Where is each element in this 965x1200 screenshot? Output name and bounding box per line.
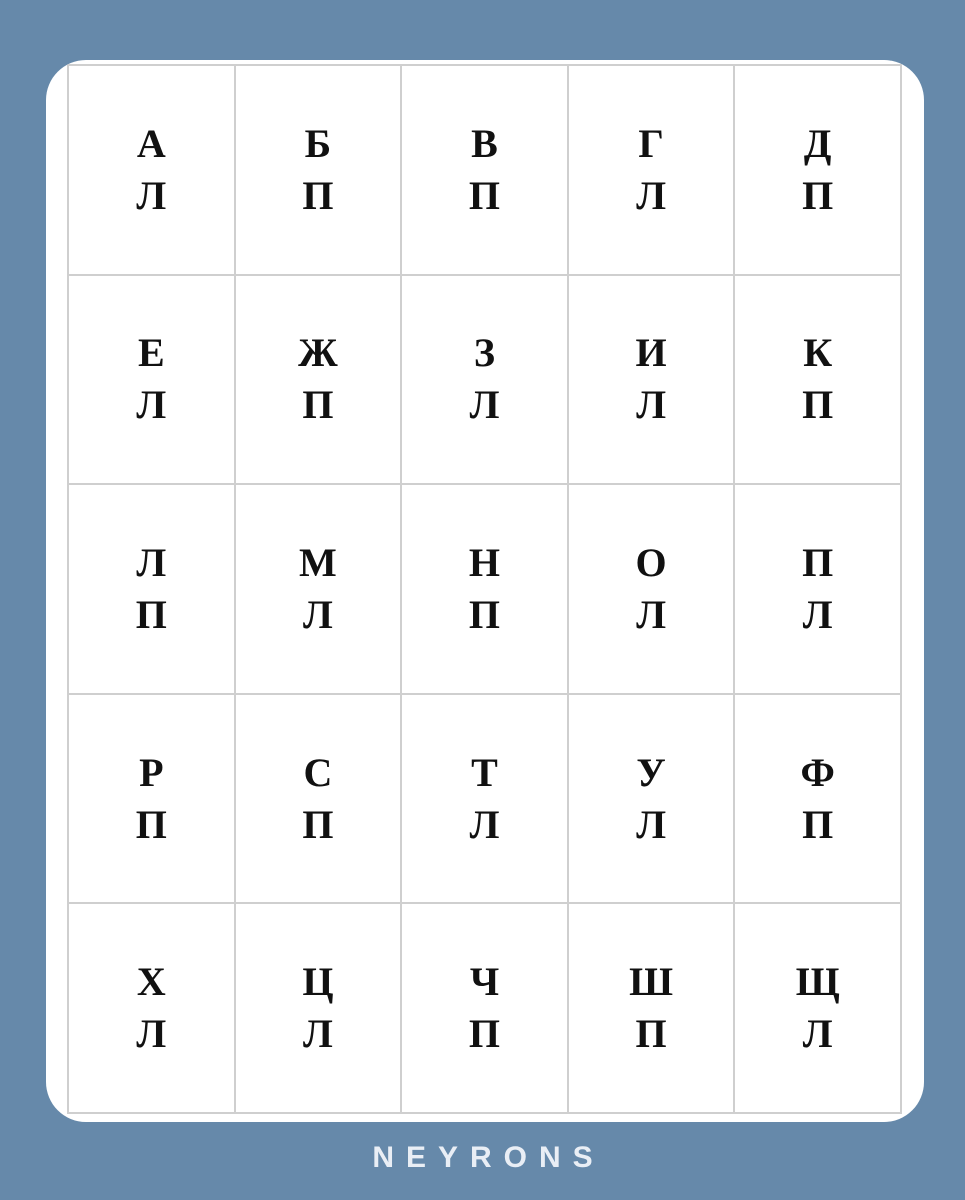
- cell-letter: Р: [139, 749, 164, 795]
- cell-side: П: [302, 382, 334, 428]
- cell-letter: Ж: [298, 330, 338, 376]
- cell-letter: Л: [136, 539, 167, 585]
- cell-letter: И: [635, 330, 667, 376]
- cell-letter: Б: [304, 120, 332, 166]
- grid-cell: [569, 485, 736, 695]
- grid-cell: [569, 66, 736, 276]
- grid-cell: [735, 904, 902, 1114]
- cell-letter: К: [803, 330, 833, 376]
- grid-cell: [236, 695, 403, 905]
- grid-cell: [69, 904, 236, 1114]
- grid-cell: [69, 485, 236, 695]
- cell-side: Л: [469, 382, 500, 428]
- cell-letter: Х: [136, 959, 166, 1005]
- grid-cell: [69, 66, 236, 276]
- cell-side: П: [302, 172, 334, 218]
- cell-letter: Ш: [629, 959, 674, 1005]
- cell-letter: З: [473, 330, 496, 376]
- grid-cell: [402, 695, 569, 905]
- cell-side: П: [135, 801, 167, 847]
- cell-side: Л: [136, 172, 167, 218]
- cell-letter: Т: [471, 749, 498, 795]
- cell-letter: Г: [638, 120, 664, 166]
- grid-cell: [69, 695, 236, 905]
- brand-wordmark: NEYRONS: [372, 1141, 605, 1174]
- grid-cell: [236, 485, 403, 695]
- grid-cell: [69, 276, 236, 486]
- cell-side: Л: [136, 1011, 167, 1057]
- cell-letter: У: [636, 749, 666, 795]
- cell-side: П: [802, 382, 834, 428]
- cell-letter: Е: [137, 330, 165, 376]
- cell-side: Л: [469, 801, 500, 847]
- grid-cell: [236, 276, 403, 486]
- cell-letter: Н: [468, 539, 501, 585]
- cell-letter: Ц: [302, 959, 334, 1005]
- cell-side: Л: [802, 591, 833, 637]
- cell-letter: Д: [803, 120, 832, 166]
- cell-letter: Ф: [800, 749, 835, 795]
- cell-letter: Щ: [795, 959, 840, 1005]
- cell-side: Л: [636, 591, 666, 637]
- cell-side: П: [468, 172, 501, 218]
- grid-cell: [402, 66, 569, 276]
- cell-letter: М: [299, 539, 337, 585]
- grid-cell: [735, 66, 902, 276]
- cell-side: Л: [636, 382, 666, 428]
- grid-cell: [402, 276, 569, 486]
- grid-cell: [569, 276, 736, 486]
- grid-cell: [735, 276, 902, 486]
- cell-letter: Ч: [469, 959, 500, 1005]
- cell-letter: П: [802, 539, 834, 585]
- cell-side: П: [802, 801, 834, 847]
- grid-cell: [569, 904, 736, 1114]
- cell-letter: О: [635, 539, 667, 585]
- cell-letter: В: [471, 120, 498, 166]
- grid-cell: [735, 695, 902, 905]
- cell-letter: С: [303, 749, 333, 795]
- grid-cell: [735, 485, 902, 695]
- cell-side: П: [468, 1011, 501, 1057]
- grid-cell: [569, 695, 736, 905]
- grid-cell: [236, 904, 403, 1114]
- letter-grid: [67, 64, 902, 1114]
- cell-side: П: [802, 172, 834, 218]
- cell-letter: А: [136, 120, 166, 166]
- cell-side: Л: [636, 172, 666, 218]
- cell-side: Л: [302, 1011, 333, 1057]
- cell-side: Л: [136, 382, 167, 428]
- exercise-card: [46, 60, 924, 1122]
- cell-side: Л: [636, 801, 666, 847]
- cell-side: Л: [302, 591, 333, 637]
- grid-cell: [236, 66, 403, 276]
- grid-cell: [402, 904, 569, 1114]
- cell-side: П: [468, 591, 501, 637]
- cell-side: Л: [802, 1011, 833, 1057]
- grid-cell: [402, 485, 569, 695]
- cell-side: П: [135, 591, 167, 637]
- cell-side: П: [302, 801, 334, 847]
- cell-side: П: [635, 1011, 667, 1057]
